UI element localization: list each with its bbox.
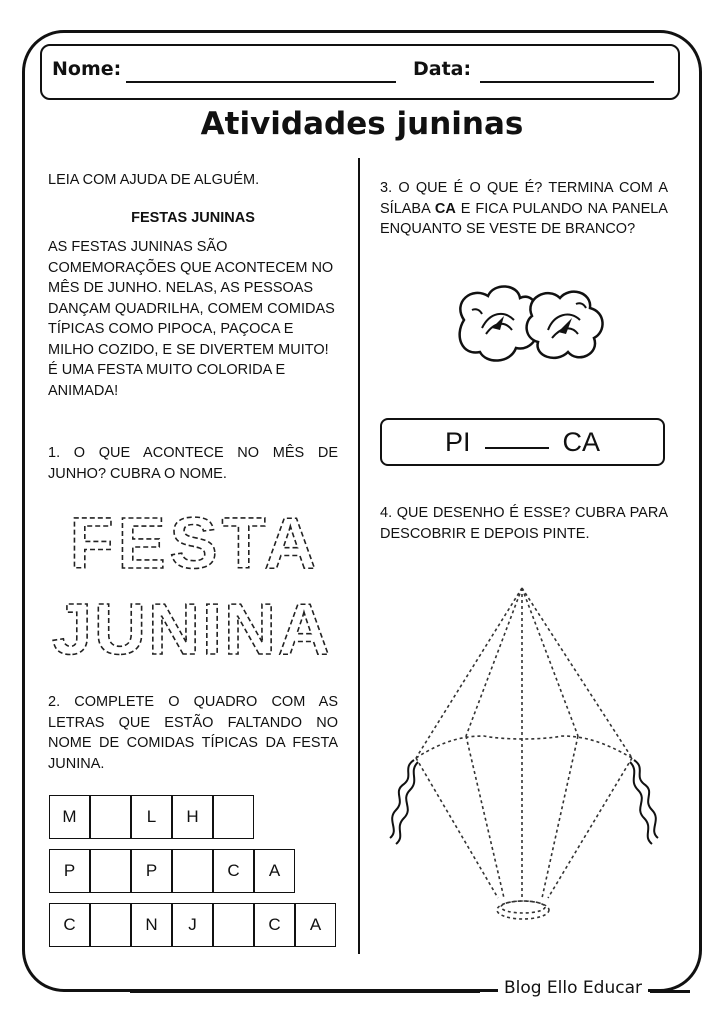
date-field[interactable] [480,81,654,83]
footer-line-right [650,990,690,993]
question-4: 4. QUE DESENHO É ESSE? CUBRA PARA DESCOBRIR E DEPOIS PINTE. [380,505,668,542]
question-3-text: 3. O QUE É O QUE É? TERMINA COM A SÍLABA [380,180,668,217]
grid-cell: C [254,903,295,947]
grid-cell: P [131,849,172,893]
question-3-syllable: CA [434,200,456,217]
answer-blank[interactable] [485,447,549,449]
instruction-text: LEIA COM AJUDA DE ALGUÉM. [48,172,260,188]
grid-cell: J [172,903,213,947]
name-field[interactable] [126,81,396,83]
question-2: 2. COMPLETE O QUADRO COM AS LETRAS QUE ESTÃO FALTANDO NO NOME DE COMIDAS TÍPICAS DA FESTA JUNINA. [48,694,338,772]
footer-line-left [130,990,480,993]
grid-cell: M [49,795,90,839]
grid-cell: L [131,795,172,839]
grid-cell: H [172,795,213,839]
date-label: Data: [413,58,472,80]
grid-cell-blank[interactable] [90,795,131,839]
trace-word-festa[interactable] [60,504,330,584]
grid-cell-blank[interactable] [213,795,254,839]
grid-cell: C [213,849,254,893]
name-label: Nome: [52,58,122,80]
question-1: 1. O QUE ACONTECE NO MÊS DE JUNHO? CUBRA O NOME. [48,445,338,482]
grid-cell-blank[interactable] [90,849,131,893]
answer-suffix: CA [562,426,601,457]
svg-text:FESTA: FESTA [69,504,321,584]
answer-box [380,418,665,466]
grid-cell: C [49,903,90,947]
reading-text: AS FESTAS JUNINAS SÃO COMEMORAÇÕES QUE ACONTECEM NO MÊS DE JUNHO. NELAS, AS PESSOAS DANÇAM QUADRILHA, COMEM COMIDAS TÍPICAS COMO PIPOCA, PAÇOCA E MILHO COZIDO, E SE DIVERTEM MUITO! É UMA FESTA MUITO COLORIDA E ANIMADA! [48,239,335,399]
grid-cell-blank[interactable] [172,849,213,893]
grid-cell: A [295,903,336,947]
grid-cell-blank[interactable] [90,903,131,947]
question-3 [380,178,668,240]
grid-cell-blank[interactable] [213,903,254,947]
reading-title: FESTAS JUNINAS [131,210,255,226]
answer-prefix: PI [444,426,471,457]
balloon-trace-drawing[interactable] [374,580,674,930]
grid-cell: A [254,849,295,893]
popcorn-drawing [452,280,612,370]
page-title: Atividades juninas [200,106,524,142]
question-3-text-end: E FICA PULANDO NA PANELA ENQUANTO SE VESTE DE BRANCO? [380,200,668,237]
grid-cell: N [131,903,172,947]
header-box [40,44,680,100]
grid-cell: P [49,849,90,893]
svg-text:JUNINA: JUNINA [51,590,333,670]
column-divider [358,158,360,954]
trace-word-junina[interactable] [40,590,345,670]
footer-credit: Blog Ello Educar [498,978,648,998]
